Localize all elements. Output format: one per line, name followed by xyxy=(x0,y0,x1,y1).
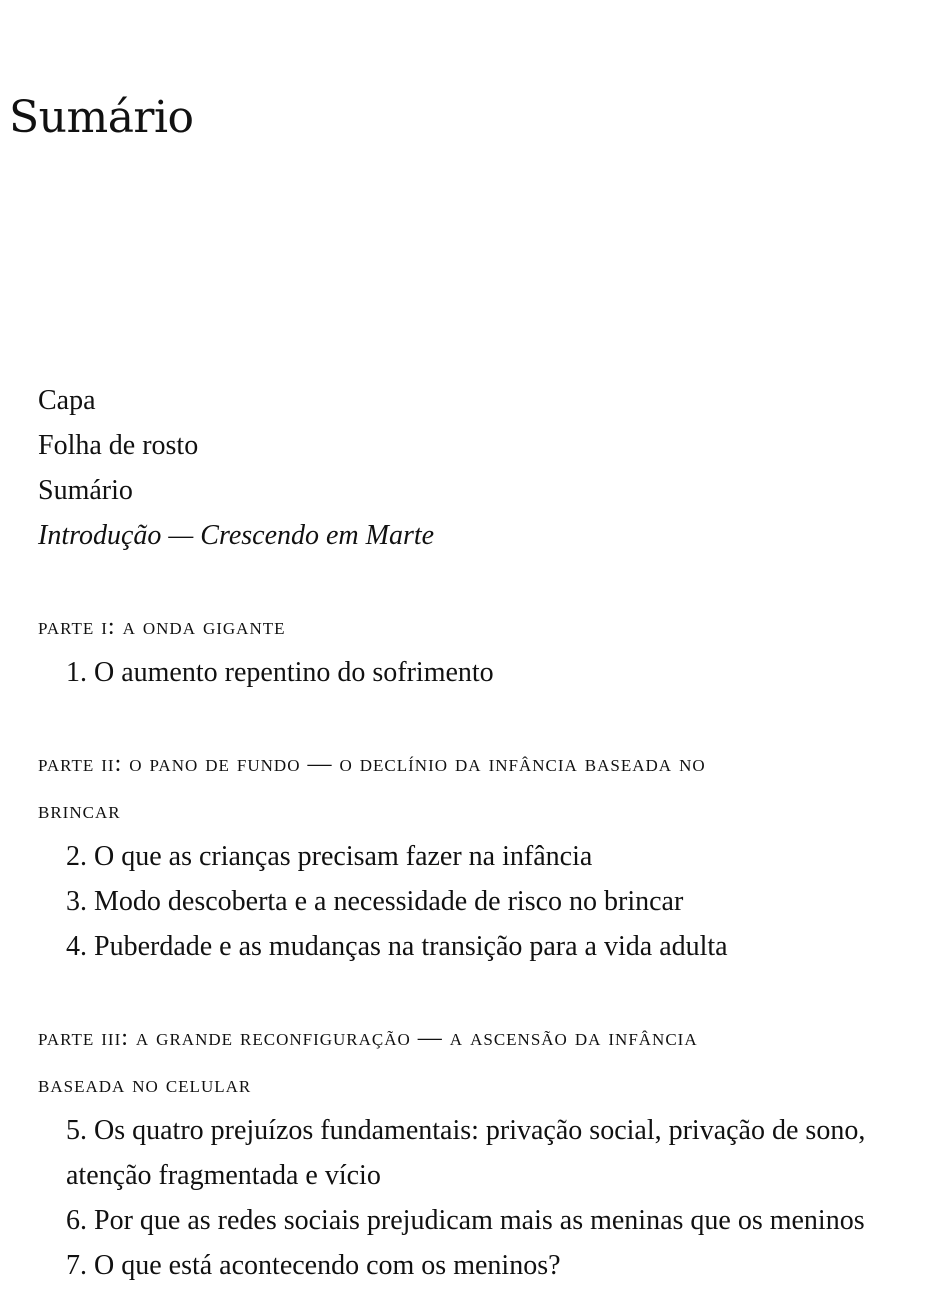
toc-chapter-3[interactable] xyxy=(38,879,928,924)
toc-chapter-6[interactable] xyxy=(38,1198,928,1243)
chapter-title: O aumento repentino do sofrimento xyxy=(94,657,494,688)
part-heading-2: parte ii: o pano de fundo — o declínio da infância baseada no xyxy=(38,751,706,777)
toc-chapter-4[interactable] xyxy=(38,924,928,969)
toc-link-sumario[interactable]: Sumário xyxy=(38,475,133,506)
chapter-title: Puberdade e as mudanças na transição para a vida adulta xyxy=(94,931,728,962)
toc-chapter-1[interactable] xyxy=(38,650,928,695)
part-heading-1: parte i: a onda gigante xyxy=(38,614,286,640)
chapter-number: 5. xyxy=(66,1115,87,1146)
chapter-title: Os quatro prejuízos fundamentais: privação social, privação de sono, xyxy=(94,1115,866,1146)
chapter-title: Por que as redes sociais prejudicam mais as meninas que os meninos xyxy=(94,1205,865,1236)
spacer xyxy=(38,558,928,603)
table-of-contents xyxy=(38,378,928,1288)
part-heading-2-cont: brincar xyxy=(38,798,121,824)
chapter-title: Modo descoberta e a necessidade de risco no brincar xyxy=(94,886,684,917)
chapter-title-cont: atenção fragmentada e vício xyxy=(66,1160,381,1191)
part-heading-3: parte iii: a grande reconfiguração — a ascensão da infância xyxy=(38,1025,698,1051)
toc-chapter-2[interactable] xyxy=(38,834,928,879)
page-title: Sumário xyxy=(9,92,194,143)
chapter-title: O que está acontecendo com os meninos? xyxy=(94,1250,561,1281)
chapter-number: 4. xyxy=(66,931,87,962)
toc-link-folha-de-rosto[interactable]: Folha de rosto xyxy=(38,430,199,461)
chapter-title: O que as crianças precisam fazer na infância xyxy=(94,841,593,872)
spacer xyxy=(38,695,928,740)
chapter-number: 1. xyxy=(66,657,87,688)
chapter-number: 2. xyxy=(66,841,87,872)
chapter-number: 6. xyxy=(66,1205,87,1236)
toc-link-introducao[interactable]: Introdução — Crescendo em Marte xyxy=(38,520,435,551)
toc-link-capa[interactable]: Capa xyxy=(38,385,96,416)
spacer xyxy=(38,969,928,1014)
toc-chapter-7[interactable] xyxy=(38,1243,928,1288)
part-heading-3-cont: baseada no celular xyxy=(38,1072,252,1098)
chapter-number: 7. xyxy=(66,1250,87,1281)
chapter-number: 3. xyxy=(66,886,87,917)
toc-chapter-5[interactable] xyxy=(38,1108,928,1153)
toc-chapter-5-cont[interactable] xyxy=(38,1153,928,1198)
